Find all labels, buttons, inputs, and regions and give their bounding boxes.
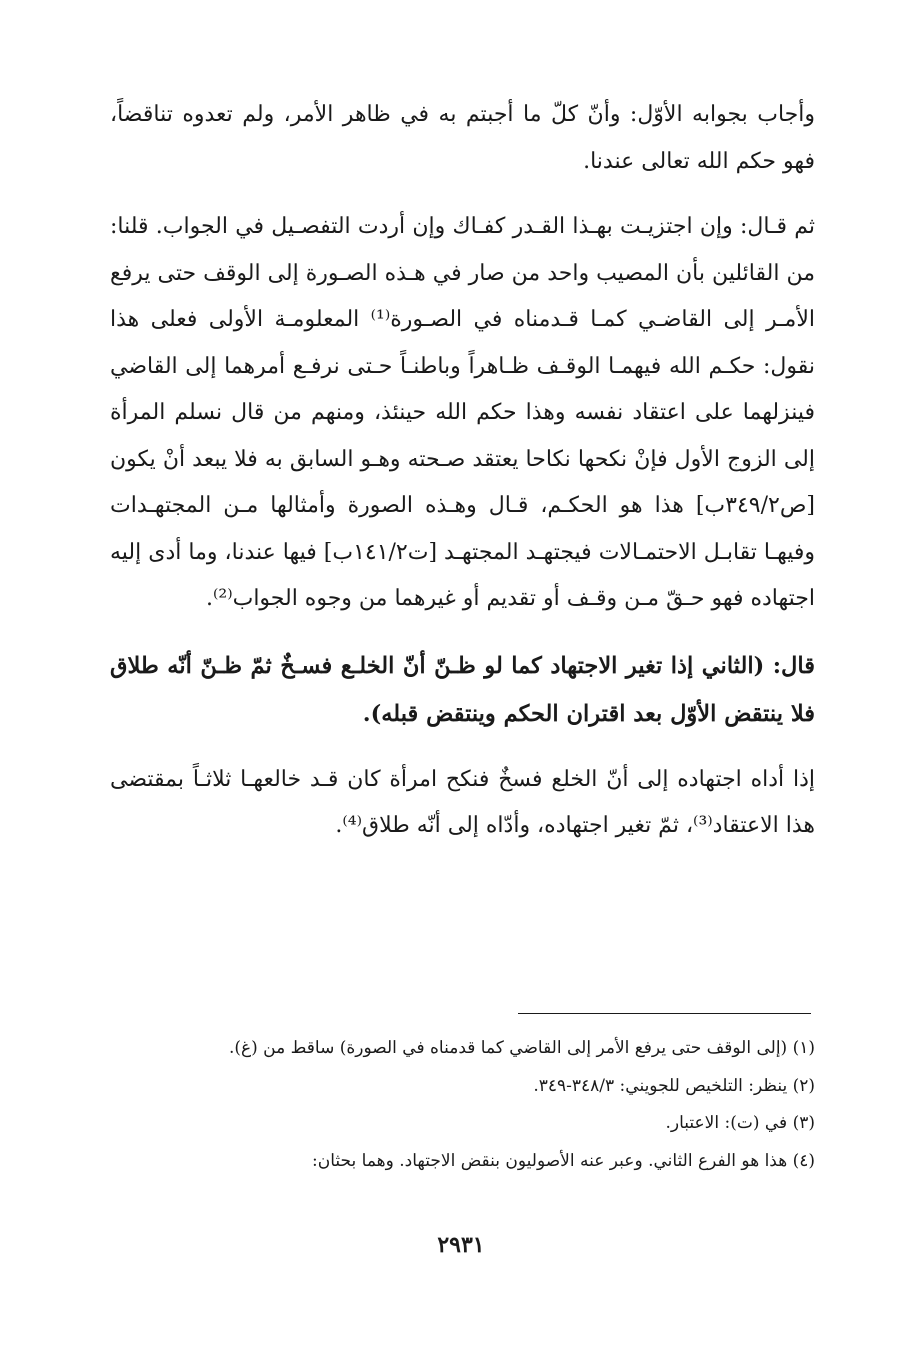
footnote-1: (١) (إلى الوقف حتى يرفع الأمر إلى القاضي كما قدمناه في الصورة) ساقط من (غ). (228, 1038, 815, 1058)
footnote-divider (518, 1013, 811, 1014)
footnote-4: (٤) هذا هو الفرع الثاني. وعبر عنه الأصوليون بنقض الاجتهاد. وهما بحثان: (312, 1150, 815, 1171)
page-number: ٢٩٣١ (437, 1232, 485, 1258)
paragraph-4: إذا أداه اجتهاده إلى أنّ الخلع فسخٌ فنكح امرأة كان قـد خالعهـا ثلاثـاً بمقتضى هذا الاعتقاد⁽³⁾، ثمّ تغير اجتهاده، وأدّاه إلى أنّه طلاق⁽⁴⁾. (110, 766, 815, 838)
footnote-3: (٣) في (ت): الاعتبار. (665, 1113, 815, 1133)
quoted-text-paragraph: قال: (الثاني إذا تغير الاجتهاد كما لو ظـنّ أنّ الخلـع فسـخٌ ثمّ ظـنّ أنّه طلاق فلا ينتقض الأوّل بعد اقتران الحكم وينتقض قبله). (110, 652, 815, 727)
paragraph-1: وأجاب بجوابه الأوّل: وأنّ كلّ ما أجبتم به في ظاهر الأمر، ولم تعدوه تناقضاً، فهو حكم الله تعالى عندنا. (110, 102, 815, 174)
paragraph-2: ثم قـال: وإن اجتزيـت بهـذا القـدر كفـاك وإن أردت التفصـيل في الجواب. قلنا: من القائلين بأن المصيب واحد من صار في هـذه الصـورة إلى الوقف حتى يرفع الأمـر إلى القاضـي كمـا قـدمناه في الصـورة⁽¹⁾ المعلومـة الأولى فعلى هذا نقول: حكـم الله فيهمـا الوقـف ظـاهراً وباطنـاً حـتى نرفـع أمرهما إلى القاضي فينزلهما على اعتقاد نفسه وهذا حكم الله حينئذ، ومنهم من قال نسلم المرأة إلى الزوج الأول فإنْ نكحها نكاحا يعتقد صـحته وهـو السابق به فلا يبعد أنْ يكون [ص٣٤٩/٢ب] هذا هو الحكـم، قـال وهـذه الصورة وأمثالها مـن المجتهـدات وفيهـا تقابـل الاحتمـالات فيجتهـد المجتهـد [ت١٤١/٢ب] فيها عندنا، وما أدى إليه اجتهاده فهو حـقّ مـن وقـف أو تقديم أو غيرهما من وجوه الجواب⁽²⁾. (110, 214, 815, 611)
page-body (110, 92, 815, 850)
footnote-2: (٢) ينظر: التلخيص للجويني: ٣٤٨/٣-٣٤٩. (533, 1075, 815, 1096)
footnotes-list (110, 1030, 815, 1180)
